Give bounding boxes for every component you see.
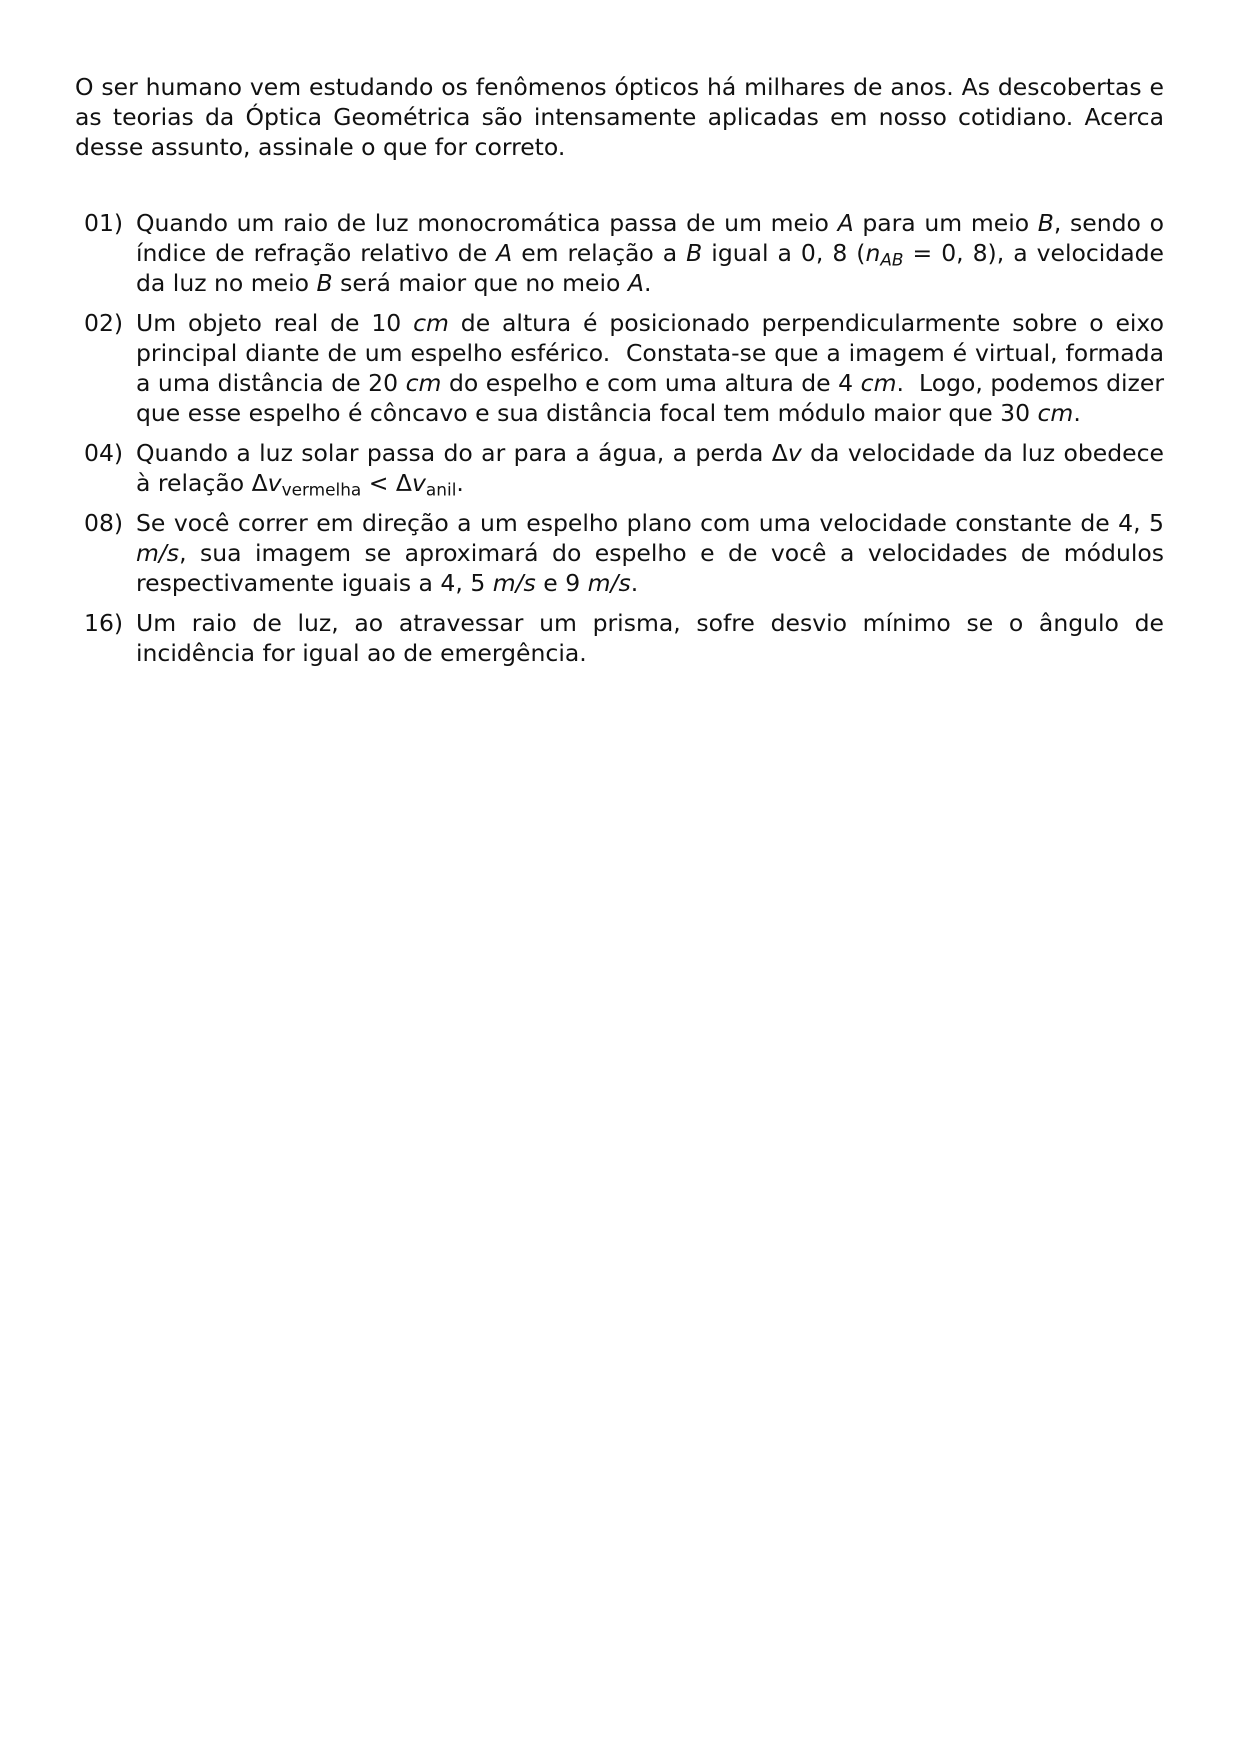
answer-options-list bbox=[75, 208, 1172, 668]
subscript-text: vermelha bbox=[281, 479, 362, 500]
answer-option-08 bbox=[75, 508, 1172, 598]
math-symbol: A bbox=[627, 269, 644, 297]
option-text-fragment: será maior que no meio bbox=[332, 269, 628, 297]
option-text bbox=[136, 308, 1172, 428]
option-text-fragment: de altura é posicionado perpendicularmente sobre o eixo principal diante de um espelho esférico. Constata-se que a imagem é virtual, formada a uma distância de 20 bbox=[136, 309, 1172, 397]
option-text-fragment: em relação a bbox=[512, 239, 687, 267]
option-text-fragment: para um meio bbox=[853, 209, 1038, 237]
option-text bbox=[136, 608, 1172, 668]
math-symbol: v bbox=[787, 439, 802, 467]
option-text-fragment: . bbox=[643, 269, 652, 297]
math-symbol: m/s bbox=[136, 539, 180, 567]
option-text-fragment: Quando um raio de luz monocromática passa de um meio bbox=[136, 209, 838, 237]
question-intro: O ser humano vem estudando os fenômenos ópticos há milhares de anos. As descobertas e as teorias da Óptica Geométrica são intensamente aplicadas em nosso cotidiano. Acerca desse assunto, assinale o que for correto. bbox=[75, 73, 1164, 161]
math-symbol: v bbox=[267, 469, 282, 497]
option-number: 02) bbox=[84, 309, 124, 337]
option-text-fragment: < Δ bbox=[361, 469, 412, 497]
math-symbol: B bbox=[316, 269, 333, 297]
option-text-fragment: . bbox=[456, 469, 464, 497]
option-text-fragment: . Logo, podemos dizer que esse espelho é côncavo e sua distância focal tem módulo maior que 30 bbox=[136, 369, 1172, 427]
option-text bbox=[136, 438, 1172, 500]
option-text bbox=[136, 208, 1172, 298]
option-text-fragment: . bbox=[630, 569, 639, 597]
math-symbol: v bbox=[412, 469, 426, 497]
option-text-fragment: do espelho e com uma altura de 4 bbox=[441, 369, 861, 397]
math-symbol: cm bbox=[413, 309, 449, 337]
math-symbol: n bbox=[865, 239, 881, 267]
option-text-fragment: , sendo o índice de refração relativo de bbox=[136, 209, 1172, 267]
math-symbol: B bbox=[1037, 209, 1054, 237]
math-symbol: cm bbox=[860, 369, 897, 397]
option-text-fragment: da velocidade da luz obedece à relação Δ bbox=[136, 439, 1172, 497]
math-symbol: m/s bbox=[587, 569, 631, 597]
option-number: 04) bbox=[84, 439, 124, 467]
answer-option-16 bbox=[75, 608, 1172, 668]
option-number: 16) bbox=[84, 609, 124, 637]
answer-option-02 bbox=[75, 308, 1172, 428]
answer-option-04 bbox=[75, 438, 1172, 500]
option-text-fragment: , sua imagem se aproximará do espelho e de você a velocidades de módulos respectivamente iguais a 4, 5 bbox=[136, 539, 1172, 597]
option-text-fragment: Se você correr em direção a um espelho plano com uma velocidade constante de 4, 5 bbox=[136, 509, 1172, 537]
subscript-text: anil bbox=[425, 479, 457, 500]
question-page bbox=[75, 72, 1172, 678]
option-number: 01) bbox=[84, 209, 124, 237]
math-symbol: cm bbox=[1037, 399, 1074, 427]
option-text bbox=[136, 508, 1172, 598]
math-symbol: m/s bbox=[492, 569, 536, 597]
math-symbol: cm bbox=[405, 369, 442, 397]
option-text-fragment: Quando a luz solar passa do ar para a água, a perda Δ bbox=[136, 439, 788, 467]
option-text-fragment: . bbox=[1073, 399, 1081, 427]
option-text-fragment: Um raio de luz, ao atravessar um prisma, sofre desvio mínimo se o ângulo de incidência for igual ao de emergência. bbox=[136, 609, 1172, 667]
subscript-text: AB bbox=[880, 249, 904, 270]
option-text-fragment: e 9 bbox=[535, 569, 588, 597]
math-symbol: A bbox=[837, 209, 854, 237]
option-text-fragment: Um objeto real de 10 bbox=[136, 309, 414, 337]
math-symbol: A bbox=[496, 239, 513, 267]
option-number: 08) bbox=[84, 509, 124, 537]
option-text-fragment: igual a 0, 8 ( bbox=[702, 239, 866, 267]
option-text-fragment: = 0, 8), a velocidade da luz no meio bbox=[136, 239, 1172, 297]
answer-option-01 bbox=[75, 208, 1172, 298]
math-symbol: B bbox=[686, 239, 703, 267]
